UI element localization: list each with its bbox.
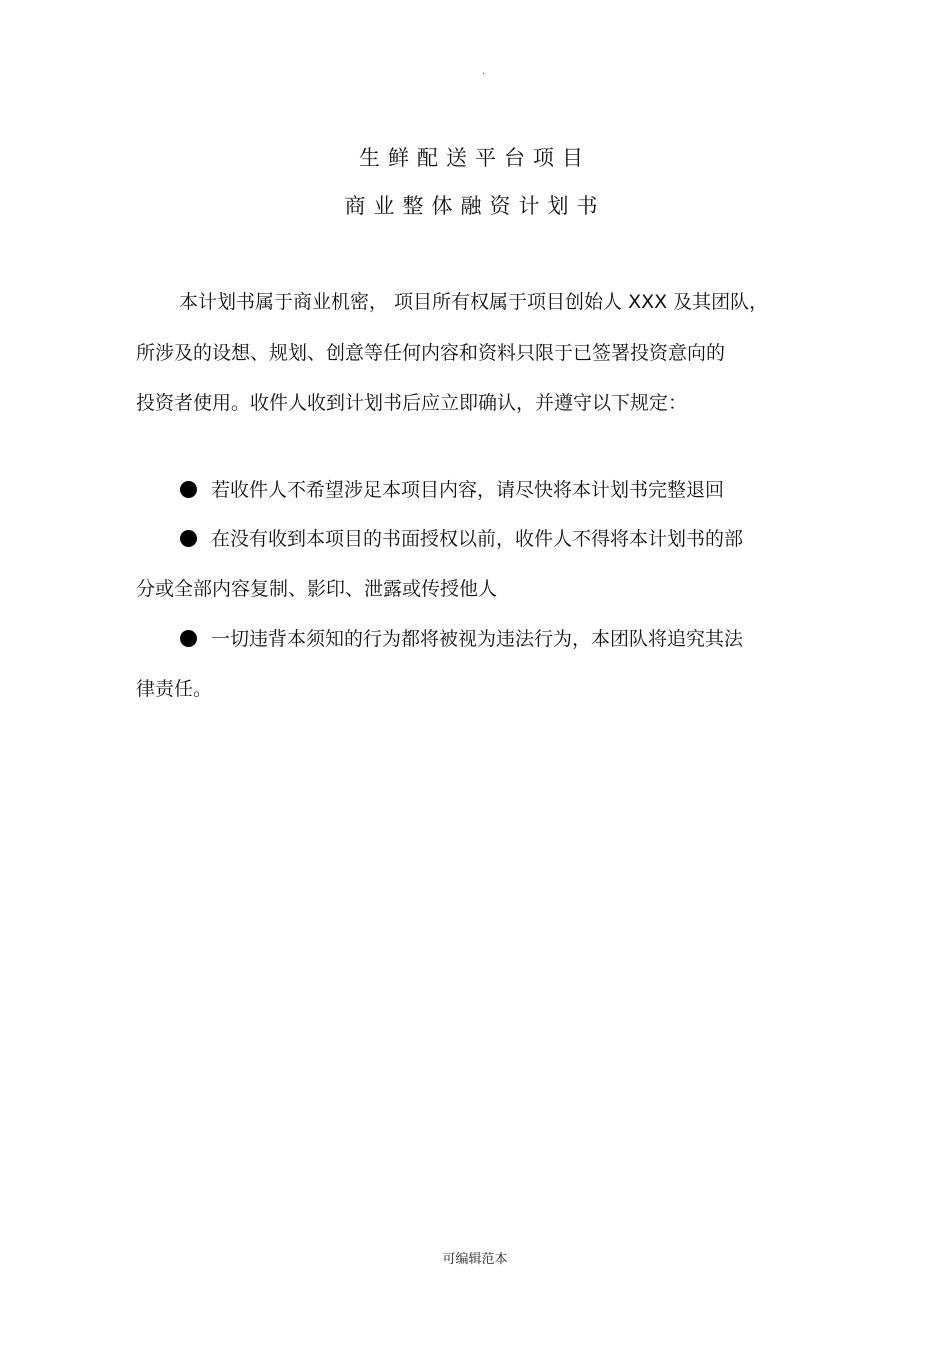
bullet-icon	[180, 481, 197, 498]
intro-line-3: 投资者使用。收件人收到计划书后应立即确认，并遵守以下规定：	[136, 392, 688, 414]
rule-1-text: 若收件人不希望涉足本项目内容，请尽快将本计划书完整退回	[211, 479, 725, 501]
rule-item-2	[180, 526, 743, 552]
header-dot: .	[482, 66, 486, 77]
document-subtitle: 商业整体融资计划书	[344, 194, 606, 218]
rule-2-text: 在没有收到本项目的书面授权以前，收件人不得将本计划书的部	[211, 528, 744, 550]
rule-item-3	[180, 626, 743, 652]
rule-3-text: 一切违背本须知的行为都将被视为违法行为，本团队将追究其法	[211, 628, 744, 650]
rule-3-continuation: 律责任。	[136, 678, 213, 700]
document-title: 生鲜配送平台项目	[359, 146, 591, 170]
bullet-icon	[180, 630, 197, 647]
intro-line-1: 本计划书属于商业机密， 项目所有权属于项目创始人 XXX 及其团队，	[179, 291, 769, 313]
intro-line-2: 所涉及的设想、规划、创意等任何内容和资料只限于已签署投资意向的	[136, 342, 726, 364]
rule-item-1	[180, 477, 724, 503]
footer-label: 可编辑范本	[442, 1252, 508, 1267]
rule-2-continuation: 分或全部内容复制、影印、泄露或传授他人	[136, 578, 498, 600]
bullet-icon	[180, 530, 197, 547]
